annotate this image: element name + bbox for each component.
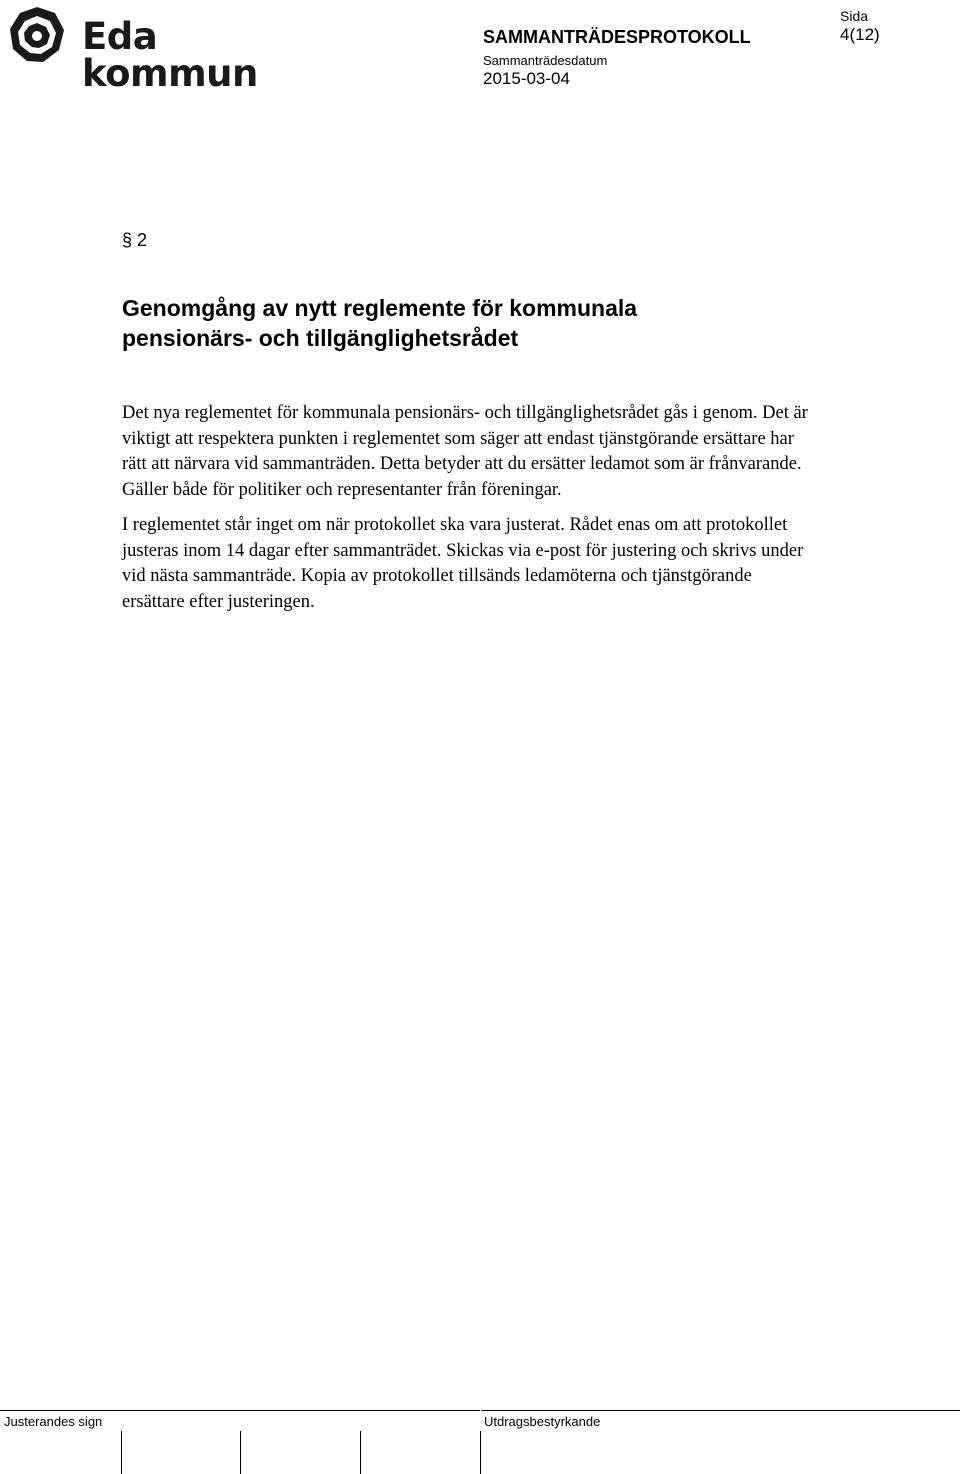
signature-box-divider — [360, 1431, 361, 1474]
signature-box-divider — [240, 1431, 241, 1474]
section-heading-line-1: Genomgång av nytt reglemente för kommunala — [122, 295, 638, 321]
section-heading-line-2: pensionärs- och tillgänglighetsrådet — [122, 325, 519, 351]
page-label: Sida — [840, 8, 869, 24]
meeting-date: 2015-03-04 — [483, 69, 570, 88]
page-number: 4(12) — [840, 25, 880, 44]
section-body — [122, 401, 812, 625]
logo-wordmark: Eda kommun — [82, 15, 258, 95]
section-heading — [122, 293, 822, 353]
signature-box-divider — [121, 1431, 122, 1474]
extract-certification-label: Utdragsbestyrkande — [484, 1414, 601, 1429]
signature-footer — [0, 1410, 960, 1474]
signature-box-divider — [480, 1431, 481, 1474]
section-number: § 2 — [122, 230, 148, 250]
municipal-emblem-icon — [6, 4, 68, 66]
footer-divider-right — [481, 1410, 960, 1411]
footer-divider-left — [0, 1410, 480, 1411]
body-paragraph-1: Det nya reglementet för kommunala pensionärs- och tillgänglighetsrådet gås i genom. Det är viktigt att respektera punkten i reglementet som säger att endast tjänstgörande ersättare har rätt att närvara vid sammanträden. Detta betyder att du ersätter ledamot som är frånvarande. Gäller både för politiker och representanter från föreningar. — [122, 403, 808, 500]
eda-kommun-logo — [6, 4, 306, 95]
document-type: SAMMANTRÄDESPROTOKOLL — [483, 27, 751, 47]
body-paragraph-2: I reglementet står inget om när protokollet ska vara justerat. Rådet enas om att protokollet justeras inom 14 dagar efter sammanträdet. Skickas via e-post för justering och skrivs under vid nästa sammanträde. Kopia av protokollet tillsänds ledamöterna och tjänstgörande ersättare efter justeringen. — [122, 515, 804, 612]
adjuster-signature-label: Justerandes sign — [4, 1414, 103, 1429]
meeting-date-label: Sammanträdesdatum — [483, 53, 608, 68]
